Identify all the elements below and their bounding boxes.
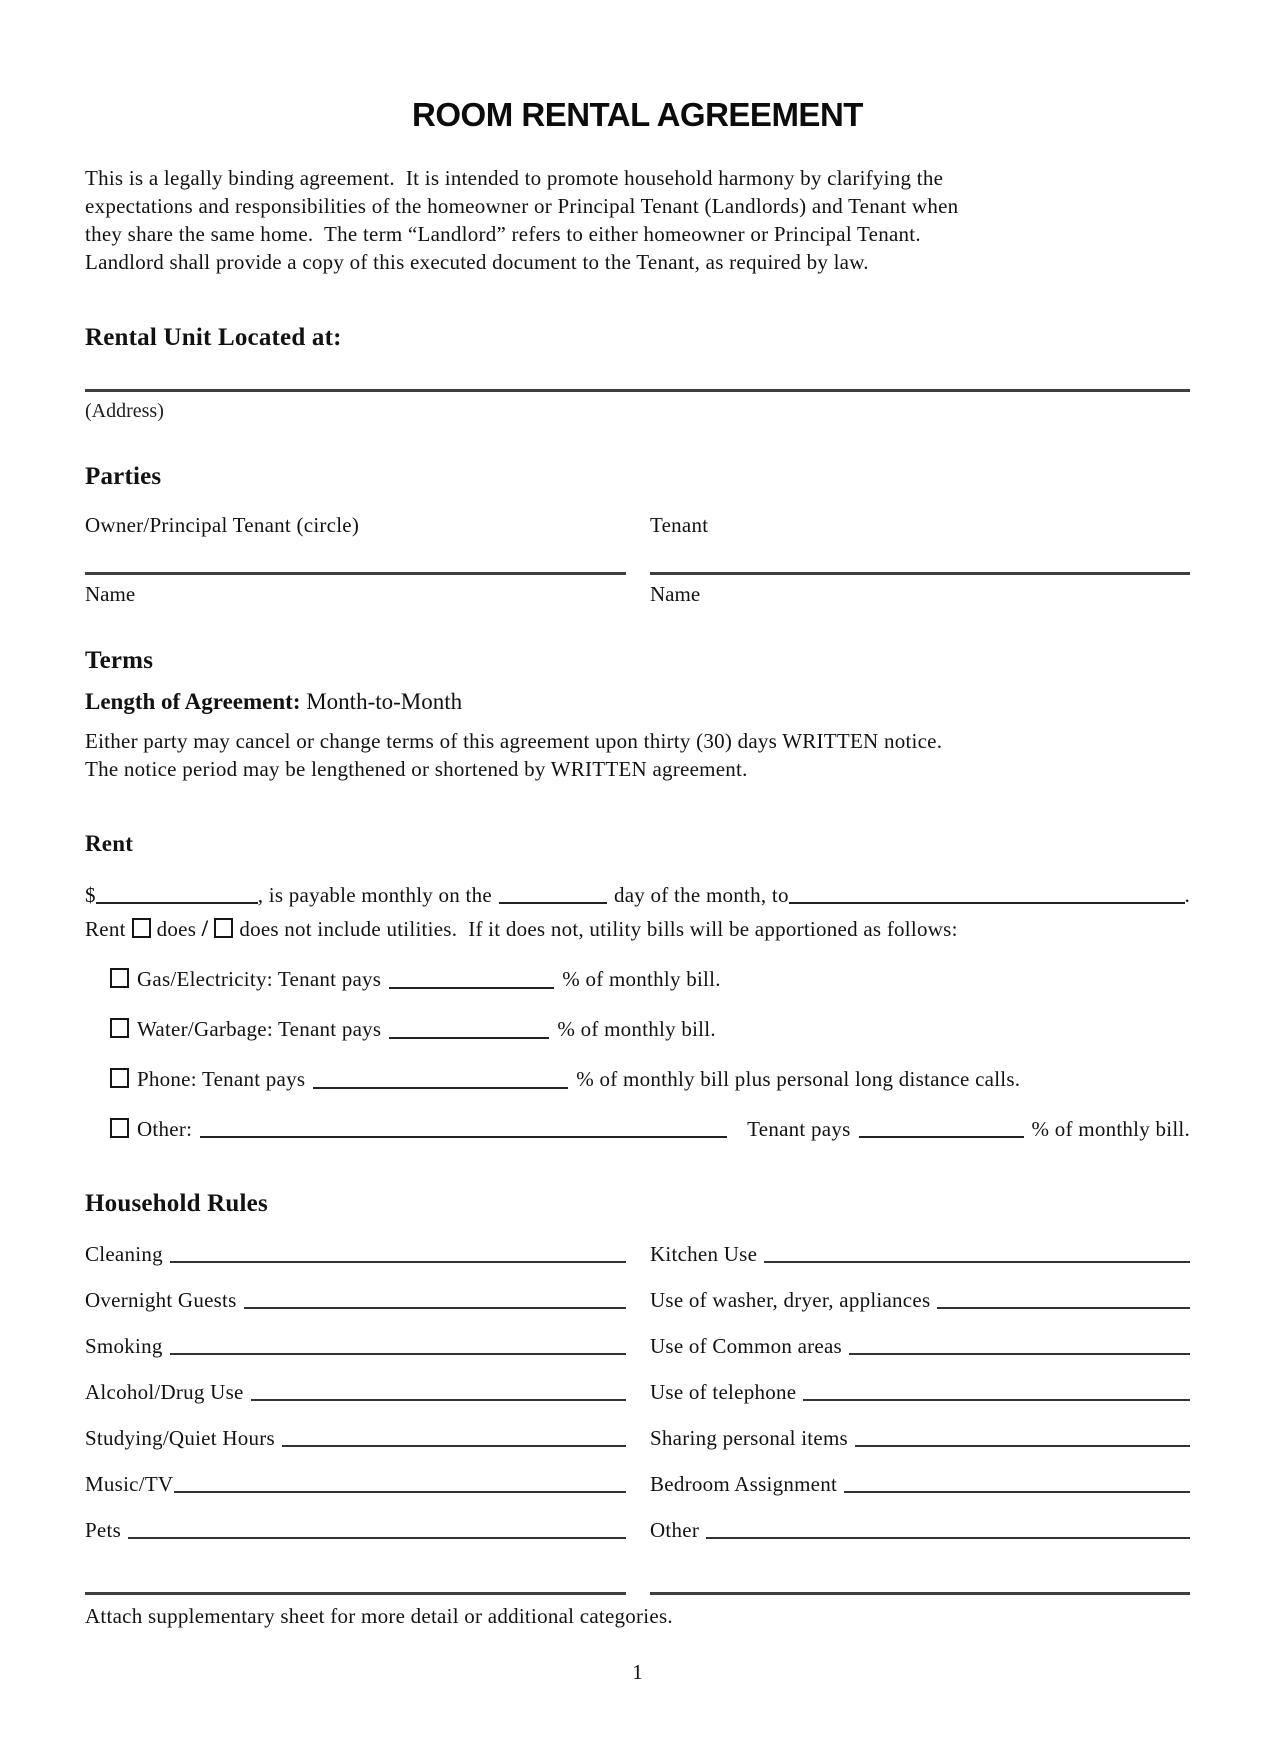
other-checkbox[interactable] — [110, 1118, 129, 1138]
utilities-does-label: does — [156, 917, 197, 941]
rule-row-washer-dryer-appliances — [650, 1288, 1190, 1313]
rule-row-other-rule — [650, 1518, 1190, 1543]
length-of-agreement-line — [85, 689, 1190, 715]
rule-row-smoking — [85, 1334, 626, 1359]
utility-row-gas-electricity — [110, 967, 1190, 992]
other-description-field[interactable] — [200, 1136, 727, 1138]
other-suffix: % of monthly bill. — [1031, 1117, 1190, 1141]
water-garbage-percent-field[interactable] — [389, 1035, 549, 1039]
owner-name-write-line[interactable] — [85, 572, 626, 575]
notice-line-2: The notice period may be lengthened or shortened by WRITTEN agreement. — [85, 757, 748, 781]
intro-paragraph — [85, 164, 1190, 276]
rent-does-checkbox[interactable] — [132, 918, 151, 938]
water-garbage-label: Water/Garbage: Tenant pays — [137, 1017, 382, 1041]
currency-symbol: $ — [85, 883, 96, 907]
common-areas-field[interactable] — [849, 1353, 1190, 1355]
telephone-label: Use of telephone — [650, 1380, 797, 1404]
sharing-personal-items-label: Sharing personal items — [650, 1426, 848, 1450]
rent-payee-field[interactable] — [789, 902, 1185, 904]
gas-electricity-label: Gas/Electricity: Tenant pays — [137, 967, 382, 991]
water-garbage-checkbox[interactable] — [110, 1018, 129, 1038]
utilities-prefix: Rent — [85, 917, 126, 941]
rent-payable-period: . — [1184, 883, 1190, 907]
cleaning-field[interactable] — [170, 1261, 626, 1263]
smoking-label: Smoking — [85, 1334, 163, 1358]
length-of-agreement-value: Month-to-Month — [306, 689, 463, 714]
supplemental-write-line-right[interactable] — [650, 1592, 1190, 1595]
utility-row-other — [110, 1117, 1190, 1142]
parties-heading: Parties — [85, 463, 162, 490]
rule-row-cleaning — [85, 1242, 626, 1267]
utility-row-phone — [110, 1067, 1190, 1092]
rent-does-not-checkbox[interactable] — [214, 918, 233, 938]
rule-row-overnight-guests — [85, 1288, 626, 1313]
other-percent-field[interactable] — [859, 1136, 1024, 1138]
notice-paragraph — [85, 727, 1190, 783]
intro-line-3: they share the same home. The term “Landlord” refers to either homeowner or Principal Tenant. — [85, 222, 921, 246]
kitchen-use-field[interactable] — [764, 1261, 1190, 1263]
bedroom-assignment-field[interactable] — [844, 1491, 1190, 1493]
other-rule-field[interactable] — [706, 1537, 1190, 1539]
rental-unit-heading: Rental Unit Located at: — [85, 324, 342, 351]
address-label: (Address) — [85, 400, 164, 422]
phone-label: Phone: Tenant pays — [137, 1067, 306, 1091]
supplement-footnote: Attach supplementary sheet for more detail or additional categories. — [85, 1604, 673, 1628]
intro-line-2: expectations and responsibilities of the homeowner or Principal Tenant (Landlords) and Tenant when — [85, 194, 959, 218]
pets-label: Pets — [85, 1518, 122, 1542]
rule-row-common-areas — [650, 1334, 1190, 1359]
other-label: Other: — [137, 1117, 193, 1141]
telephone-field[interactable] — [803, 1399, 1190, 1401]
alcohol-drug-use-label: Alcohol/Drug Use — [85, 1380, 244, 1404]
rent-payable-line — [85, 883, 1190, 908]
rule-row-studying-quiet-hours — [85, 1426, 626, 1451]
washer-dryer-appliances-label: Use of washer, dryer, appliances — [650, 1288, 931, 1312]
music-tv-label: Music/TV — [85, 1472, 174, 1496]
other-rule-label: Other — [650, 1518, 700, 1542]
rent-payable-text-2: day of the month, to — [613, 883, 789, 907]
rule-row-pets — [85, 1518, 626, 1543]
supplemental-write-line-left[interactable] — [85, 1592, 626, 1595]
alcohol-drug-use-field[interactable] — [251, 1399, 626, 1401]
common-areas-label: Use of Common areas — [650, 1334, 842, 1358]
studying-quiet-hours-label: Studying/Quiet Hours — [85, 1426, 275, 1450]
terms-heading: Terms — [85, 647, 154, 674]
sharing-personal-items-field[interactable] — [855, 1445, 1190, 1447]
phone-suffix: % of monthly bill plus personal long distance calls. — [576, 1067, 1021, 1091]
smoking-field[interactable] — [170, 1353, 626, 1355]
overnight-guests-field[interactable] — [244, 1307, 626, 1309]
utilities-separator: / — [201, 916, 209, 941]
rule-row-kitchen-use — [650, 1242, 1190, 1267]
document-title: ROOM RENTAL AGREEMENT — [412, 96, 863, 133]
studying-quiet-hours-field[interactable] — [282, 1445, 626, 1447]
intro-line-1: This is a legally binding agreement. It is intended to promote household harmony by clarifying the — [85, 166, 944, 190]
utility-row-water-garbage — [110, 1017, 1190, 1042]
rent-utilities-line — [85, 916, 1190, 942]
utilities-does-not-label: does not include utilities. If it does not, utility bills will be apportioned as follows: — [239, 917, 958, 941]
length-of-agreement-label: Length of Agreement: — [85, 689, 301, 714]
music-tv-field[interactable] — [174, 1491, 626, 1493]
intro-line-4: Landlord shall provide a copy of this executed document to the Tenant, as required by law. — [85, 250, 869, 274]
rent-amount-field[interactable] — [96, 902, 258, 904]
rule-row-telephone — [650, 1380, 1190, 1405]
tenant-name-write-line[interactable] — [650, 572, 1190, 575]
owner-principal-tenant-label: Owner/Principal Tenant (circle) — [85, 513, 360, 537]
other-mid-text: Tenant pays — [747, 1117, 851, 1141]
washer-dryer-appliances-field[interactable] — [937, 1307, 1190, 1309]
overnight-guests-label: Overnight Guests — [85, 1288, 237, 1312]
document-page — [0, 96, 1275, 1746]
rule-row-bedroom-assignment — [650, 1472, 1190, 1497]
phone-checkbox[interactable] — [110, 1068, 129, 1088]
gas-electricity-percent-field[interactable] — [389, 985, 554, 989]
cleaning-label: Cleaning — [85, 1242, 163, 1266]
owner-name-label: Name — [85, 582, 136, 606]
gas-electricity-checkbox[interactable] — [110, 968, 129, 988]
bedroom-assignment-label: Bedroom Assignment — [650, 1472, 838, 1496]
water-garbage-suffix: % of monthly bill. — [557, 1017, 716, 1041]
rule-row-alcohol-drug-use — [85, 1380, 626, 1405]
page-number: 1 — [632, 1660, 643, 1684]
rule-row-sharing-personal-items — [650, 1426, 1190, 1451]
kitchen-use-label: Kitchen Use — [650, 1242, 758, 1266]
notice-line-1: Either party may cancel or change terms of this agreement upon thirty (30) days WRITTEN notice. — [85, 729, 943, 753]
rent-payable-text-1: , is payable monthly on the — [257, 883, 492, 907]
phone-percent-field[interactable] — [313, 1085, 568, 1089]
gas-electricity-suffix: % of monthly bill. — [562, 967, 721, 991]
rent-due-day-field[interactable] — [499, 902, 607, 904]
tenant-name-label: Name — [650, 582, 701, 606]
address-write-line[interactable] — [85, 389, 1190, 392]
rent-heading: Rent — [85, 831, 134, 856]
household-rules-heading: Household Rules — [85, 1190, 268, 1217]
rule-row-music-tv — [85, 1472, 626, 1497]
tenant-label: Tenant — [650, 513, 709, 537]
pets-field[interactable] — [128, 1537, 626, 1539]
